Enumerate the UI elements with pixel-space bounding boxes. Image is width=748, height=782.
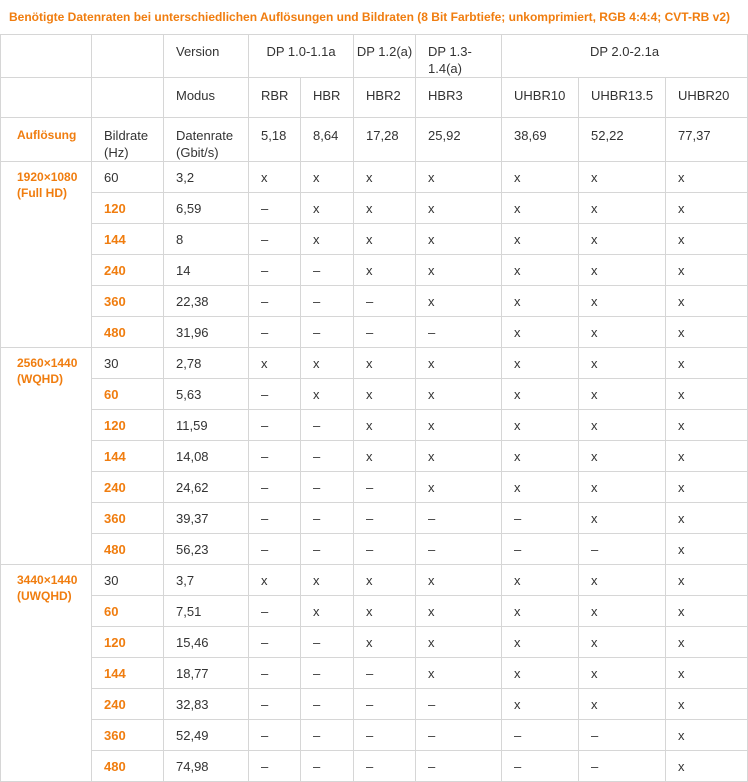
version-dp10: DP 1.0-1.1a <box>249 35 354 78</box>
framerate-cell: 60 <box>92 379 164 410</box>
support-cell: x <box>354 596 416 627</box>
table-row <box>1 441 748 472</box>
mode-rate-rbr: 5,18 <box>249 118 301 162</box>
mode-hbr: HBR <box>301 78 354 118</box>
framerate-cell: 480 <box>92 534 164 565</box>
support-cell: x <box>416 596 502 627</box>
support-cell: – <box>249 410 301 441</box>
table-row <box>1 286 748 317</box>
support-cell: – <box>301 751 354 782</box>
mode-hbr2: HBR2 <box>354 78 416 118</box>
support-cell: – <box>354 751 416 782</box>
support-cell: – <box>249 379 301 410</box>
support-cell: – <box>354 286 416 317</box>
support-cell: x <box>579 689 666 720</box>
mode-uhbr10: UHBR10 <box>502 78 579 118</box>
support-cell: – <box>301 689 354 720</box>
support-cell: – <box>502 534 579 565</box>
datarate-cell: 22,38 <box>164 286 249 317</box>
datarate-cell: 39,37 <box>164 503 249 534</box>
aufloesung-label: Auflösung <box>1 118 92 162</box>
support-cell: x <box>301 596 354 627</box>
support-cell: x <box>579 658 666 689</box>
table-row <box>1 658 748 689</box>
support-cell: – <box>249 286 301 317</box>
support-cell: – <box>249 627 301 658</box>
support-cell: – <box>249 317 301 348</box>
support-cell: – <box>249 255 301 286</box>
table-row <box>1 472 748 503</box>
data-rates-table <box>0 34 748 782</box>
support-cell: x <box>579 410 666 441</box>
support-cell: x <box>579 193 666 224</box>
support-cell: x <box>301 565 354 596</box>
framerate-cell: 240 <box>92 472 164 503</box>
support-cell: x <box>354 565 416 596</box>
mode-rate-uhbr10: 38,69 <box>502 118 579 162</box>
support-cell: – <box>249 441 301 472</box>
support-cell: – <box>416 720 502 751</box>
datarate-cell: 74,98 <box>164 751 249 782</box>
support-cell: x <box>416 472 502 503</box>
support-cell: x <box>301 348 354 379</box>
support-cell: x <box>354 379 416 410</box>
support-cell: – <box>249 503 301 534</box>
support-cell: – <box>301 472 354 503</box>
datarate-cell: 15,46 <box>164 627 249 658</box>
mode-uhbr13-5: UHBR13.5 <box>579 78 666 118</box>
datenrate-label: Datenrate (Gbit/s) <box>164 118 249 162</box>
support-cell: x <box>416 441 502 472</box>
framerate-cell: 360 <box>92 720 164 751</box>
support-cell: x <box>301 379 354 410</box>
support-cell: x <box>502 348 579 379</box>
table-row <box>1 751 748 782</box>
support-cell: x <box>416 379 502 410</box>
support-cell: – <box>301 658 354 689</box>
support-cell: x <box>416 658 502 689</box>
support-cell: x <box>502 286 579 317</box>
support-cell: x <box>502 472 579 503</box>
datarate-cell: 56,23 <box>164 534 249 565</box>
support-cell: – <box>301 534 354 565</box>
support-cell: – <box>249 658 301 689</box>
support-cell: x <box>416 224 502 255</box>
support-cell: x <box>502 317 579 348</box>
support-cell: x <box>666 720 748 751</box>
framerate-cell: 480 <box>92 317 164 348</box>
support-cell: – <box>301 720 354 751</box>
support-cell: – <box>249 224 301 255</box>
version-label: Version <box>164 35 249 78</box>
support-cell: – <box>249 534 301 565</box>
support-cell: x <box>502 255 579 286</box>
datarate-cell: 11,59 <box>164 410 249 441</box>
support-cell: x <box>666 689 748 720</box>
framerate-cell: 120 <box>92 410 164 441</box>
framerate-cell: 120 <box>92 627 164 658</box>
support-cell: – <box>301 441 354 472</box>
support-cell: – <box>301 317 354 348</box>
resolution-cell: 1920×1080 (Full HD) <box>1 162 92 348</box>
framerate-cell: 60 <box>92 162 164 193</box>
header-row-version <box>1 35 748 78</box>
support-cell: – <box>249 689 301 720</box>
table-wrapper <box>0 34 739 774</box>
version-dp20: DP 2.0-2.1a <box>502 35 748 78</box>
support-cell: x <box>416 565 502 596</box>
modus-label: Modus <box>164 78 249 118</box>
support-cell: x <box>579 472 666 503</box>
support-cell: x <box>579 565 666 596</box>
support-cell: x <box>416 162 502 193</box>
support-cell: x <box>666 751 748 782</box>
support-cell: x <box>502 224 579 255</box>
support-cell: – <box>354 472 416 503</box>
datarate-cell: 14 <box>164 255 249 286</box>
version-dp13: DP 1.3-1.4(a) <box>416 35 502 78</box>
table-row <box>1 596 748 627</box>
support-cell: – <box>301 410 354 441</box>
support-cell: – <box>301 255 354 286</box>
support-cell: x <box>416 286 502 317</box>
datarate-cell: 2,78 <box>164 348 249 379</box>
support-cell: x <box>666 472 748 503</box>
support-cell: x <box>416 255 502 286</box>
table-row <box>1 255 748 286</box>
support-cell: x <box>579 503 666 534</box>
mode-rate-uhbr13-5: 52,22 <box>579 118 666 162</box>
support-cell: x <box>354 255 416 286</box>
datarate-cell: 5,63 <box>164 379 249 410</box>
framerate-cell: 144 <box>92 224 164 255</box>
table-row <box>1 565 748 596</box>
support-cell: x <box>502 565 579 596</box>
datarate-cell: 24,62 <box>164 472 249 503</box>
support-cell: x <box>354 162 416 193</box>
mode-uhbr20: UHBR20 <box>666 78 748 118</box>
framerate-cell: 240 <box>92 689 164 720</box>
mode-rate-hbr3: 25,92 <box>416 118 502 162</box>
support-cell: – <box>249 472 301 503</box>
datarate-cell: 6,59 <box>164 193 249 224</box>
support-cell: x <box>579 596 666 627</box>
table-row <box>1 410 748 441</box>
table-caption: Benötigte Datenraten bei unterschiedlichen Auflösungen und Bildraten (8 Bit Farbtiefe; unkomprimiert, RGB 4:4:4; CVT-RB v2) <box>9 10 730 24</box>
support-cell: x <box>666 286 748 317</box>
framerate-cell: 120 <box>92 193 164 224</box>
support-cell: x <box>666 255 748 286</box>
table-row <box>1 534 748 565</box>
support-cell: x <box>502 596 579 627</box>
support-cell: x <box>666 627 748 658</box>
support-cell: – <box>354 720 416 751</box>
support-cell: x <box>502 627 579 658</box>
support-cell: – <box>249 751 301 782</box>
table-row <box>1 348 748 379</box>
support-cell: – <box>579 534 666 565</box>
support-cell: x <box>502 441 579 472</box>
support-cell: – <box>249 596 301 627</box>
support-cell: x <box>666 658 748 689</box>
mode-rate-hbr2: 17,28 <box>354 118 416 162</box>
support-cell: – <box>354 317 416 348</box>
framerate-cell: 360 <box>92 503 164 534</box>
support-cell: x <box>249 565 301 596</box>
support-cell: – <box>301 627 354 658</box>
support-cell: x <box>354 441 416 472</box>
mode-rate-hbr: 8,64 <box>301 118 354 162</box>
support-cell: – <box>249 193 301 224</box>
support-cell: x <box>301 162 354 193</box>
mode-rbr: RBR <box>249 78 301 118</box>
support-cell: x <box>354 627 416 658</box>
support-cell: x <box>502 162 579 193</box>
datarate-cell: 3,2 <box>164 162 249 193</box>
support-cell: – <box>579 720 666 751</box>
datarate-cell: 3,7 <box>164 565 249 596</box>
support-cell: x <box>416 193 502 224</box>
framerate-cell: 480 <box>92 751 164 782</box>
datarate-cell: 32,83 <box>164 689 249 720</box>
support-cell: – <box>354 689 416 720</box>
support-cell: x <box>666 410 748 441</box>
support-cell: – <box>502 720 579 751</box>
support-cell: – <box>502 503 579 534</box>
framerate-cell: 30 <box>92 565 164 596</box>
header-empty-cell <box>92 78 164 118</box>
datarate-cell: 52,49 <box>164 720 249 751</box>
support-cell: x <box>354 410 416 441</box>
support-cell: x <box>666 534 748 565</box>
support-cell: x <box>666 503 748 534</box>
table-row <box>1 503 748 534</box>
support-cell: x <box>666 193 748 224</box>
support-cell: x <box>579 162 666 193</box>
support-cell: x <box>416 410 502 441</box>
framerate-cell: 60 <box>92 596 164 627</box>
support-cell: x <box>354 193 416 224</box>
datarate-cell: 8 <box>164 224 249 255</box>
mode-hbr3: HBR3 <box>416 78 502 118</box>
support-cell: – <box>354 658 416 689</box>
datarate-cell: 14,08 <box>164 441 249 472</box>
support-cell: x <box>354 348 416 379</box>
support-cell: x <box>579 286 666 317</box>
table-row <box>1 224 748 255</box>
framerate-cell: 144 <box>92 441 164 472</box>
support-cell: – <box>354 534 416 565</box>
support-cell: – <box>301 286 354 317</box>
version-dp12: DP 1.2(a) <box>354 35 416 78</box>
support-cell: x <box>249 348 301 379</box>
support-cell: – <box>416 751 502 782</box>
support-cell: – <box>416 317 502 348</box>
table-row <box>1 689 748 720</box>
support-cell: – <box>579 751 666 782</box>
support-cell: – <box>502 751 579 782</box>
framerate-cell: 240 <box>92 255 164 286</box>
support-cell: x <box>416 348 502 379</box>
header-row-modus <box>1 78 748 118</box>
support-cell: x <box>666 596 748 627</box>
support-cell: x <box>666 441 748 472</box>
support-cell: x <box>502 689 579 720</box>
framerate-cell: 30 <box>92 348 164 379</box>
datarate-cell: 18,77 <box>164 658 249 689</box>
header-empty-cell <box>92 35 164 78</box>
resolution-cell: 2560×1440 (WQHD) <box>1 348 92 565</box>
datarate-cell: 7,51 <box>164 596 249 627</box>
resolution-cell: 3440×1440 (UWQHD) <box>1 565 92 782</box>
datarate-cell: 31,96 <box>164 317 249 348</box>
support-cell: x <box>416 627 502 658</box>
support-cell: x <box>666 565 748 596</box>
support-cell: x <box>502 379 579 410</box>
table-row <box>1 162 748 193</box>
table-row <box>1 627 748 658</box>
support-cell: x <box>502 410 579 441</box>
support-cell: x <box>666 348 748 379</box>
support-cell: x <box>666 162 748 193</box>
support-cell: x <box>579 317 666 348</box>
mode-rate-uhbr20: 77,37 <box>666 118 748 162</box>
support-cell: x <box>579 441 666 472</box>
framerate-cell: 360 <box>92 286 164 317</box>
support-cell: x <box>666 224 748 255</box>
support-cell: – <box>416 689 502 720</box>
table-row <box>1 317 748 348</box>
support-cell: x <box>301 193 354 224</box>
support-cell: x <box>354 224 416 255</box>
support-cell: x <box>301 224 354 255</box>
table-row <box>1 193 748 224</box>
support-cell: x <box>579 627 666 658</box>
support-cell: x <box>579 255 666 286</box>
support-cell: x <box>502 193 579 224</box>
framerate-cell: 144 <box>92 658 164 689</box>
header-empty-cell <box>1 35 92 78</box>
table-row <box>1 379 748 410</box>
support-cell: x <box>666 379 748 410</box>
support-cell: x <box>579 348 666 379</box>
header-empty-cell <box>1 78 92 118</box>
support-cell: – <box>354 503 416 534</box>
support-cell: – <box>249 720 301 751</box>
support-cell: – <box>301 503 354 534</box>
header-row-datenrate <box>1 118 748 162</box>
support-cell: x <box>579 224 666 255</box>
bildrate-label: Bildrate (Hz) <box>92 118 164 162</box>
support-cell: x <box>502 658 579 689</box>
table-row <box>1 720 748 751</box>
support-cell: x <box>579 379 666 410</box>
support-cell: – <box>416 503 502 534</box>
support-cell: x <box>666 317 748 348</box>
support-cell: – <box>416 534 502 565</box>
support-cell: x <box>249 162 301 193</box>
